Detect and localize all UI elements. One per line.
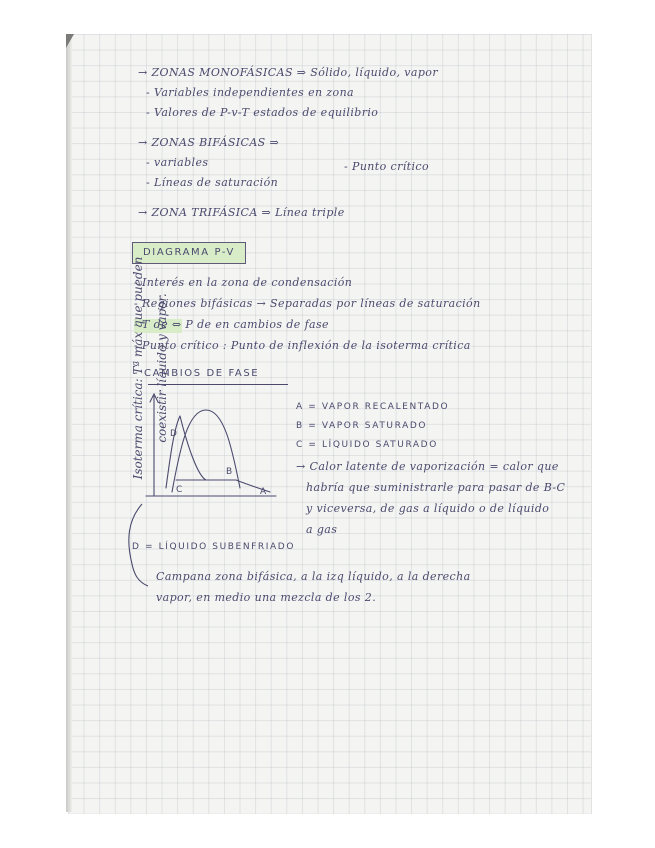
graph-label-d: D <box>170 429 177 439</box>
zonas-bifasicas-line: → ZONAS BIFÁSICAS ⇒ <box>138 136 280 149</box>
diagrama-pv-heading: DIAGRAMA P-V <box>132 242 246 264</box>
diagrama-item-2: - Regiones bifásicas → Separadas por líneas de saturación <box>134 297 481 310</box>
graph-label-c: C <box>176 485 183 495</box>
legend-calor-1: → Calor latente de vaporización = calor que <box>296 460 559 473</box>
legend-calor-2: habría que suministrarle para pasar de B-C <box>306 481 566 494</box>
bifasicas-variables-line: - variables <box>146 156 209 169</box>
diagrama-item-3: - T de ⇔ P de en cambios de fase <box>134 318 329 331</box>
valores-pvt-line: - Valores de P-v-T estados de equilibrio <box>146 106 379 119</box>
folded-corner <box>66 34 74 48</box>
graph-label-a: A <box>260 487 267 497</box>
punto-critico-line: - Punto crítico <box>344 160 429 173</box>
legend-calor-4: a gas <box>306 523 338 536</box>
isotherm <box>166 416 270 492</box>
diagrama-item-1: - Interés en la zona de condensación <box>134 276 353 289</box>
variables-independientes-line: - Variables independientes en zona <box>146 86 355 99</box>
zona-trifasica-line: → ZONA TRIFÁSICA ⇒ Línea triple <box>138 206 345 219</box>
diagrama-item-4: - Punto crítico : Punto de inflexión de la isoterma crítica <box>134 339 471 352</box>
sheet-left-edge <box>66 36 72 812</box>
lineas-saturacion-line: - Líneas de saturación <box>146 176 279 189</box>
margin-note-line-1: Isoterma crítica: Tª máx que pueden <box>131 256 145 480</box>
legend-d: D = LÍQUIDO SUBENFRIADO <box>132 542 296 552</box>
legend-calor-3: y viceversa, de gas a líquido o de líquido <box>306 502 550 515</box>
graph-label-b: B <box>226 467 233 477</box>
legend-c: C = LÍQUIDO SATURADO <box>296 440 438 450</box>
campana-line-2: vapor, en medio una mezcla de los 2. <box>156 591 377 604</box>
pv-diagram-sketch <box>136 388 286 508</box>
legend-a: A = VAPOR RECALENTADO <box>296 402 450 412</box>
campana-line-1: Campana zona bifásica, a la izq líquido, a la derecha <box>156 570 471 583</box>
cambios-de-fase-heading: - CAMBIOS DE FASE <box>134 368 260 379</box>
legend-b: B = VAPOR SATURADO <box>296 421 428 431</box>
zonas-monofasicas-line: → ZONAS MONOFÁSICAS ⇒ Sólido, líquido, vapor <box>138 66 438 79</box>
margin-note-line-2: coexistir líquido y vapor. <box>155 293 169 443</box>
